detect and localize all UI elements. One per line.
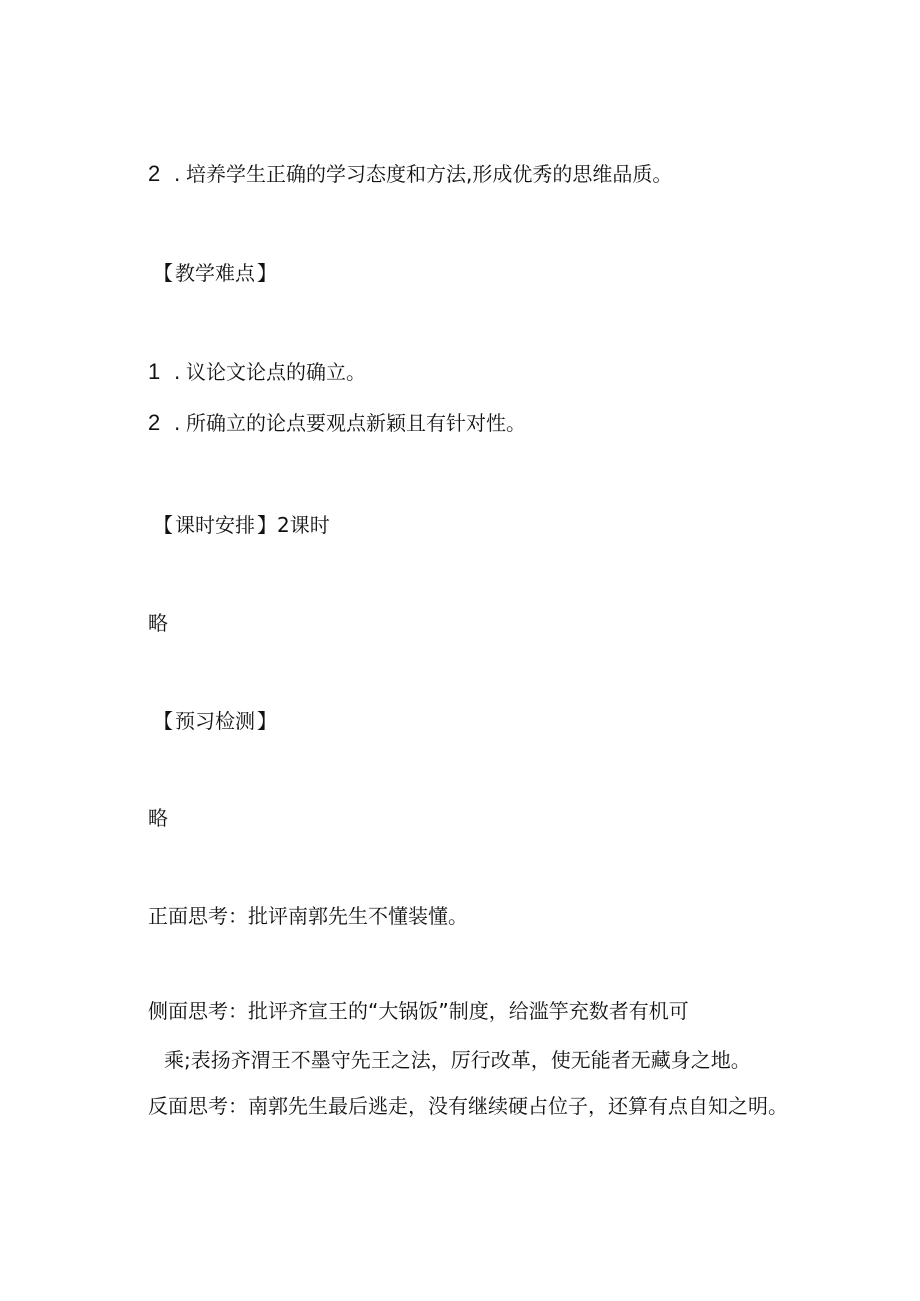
schedule-heading: [153, 511, 330, 539]
list-separator: .: [174, 360, 181, 384]
preview-heading: [153, 707, 277, 735]
list-text: 议论文论点的确立。: [186, 360, 366, 384]
difficulty-heading: [153, 259, 277, 287]
positive-thinking: 正面思考：批评南郭先生不懂装懂。: [148, 904, 468, 928]
list-text: 培养学生正确的学习态度和方法,形成优秀的思维品质。: [186, 162, 673, 186]
list-number: 1: [148, 359, 161, 384]
list-number: 2: [148, 161, 161, 186]
heading-bracket-open: 【: [153, 709, 173, 733]
heading-bracket-close: 】: [257, 261, 277, 285]
side-thinking-line-2: 乘;表扬齐渭王不墨守先王之法，厉行改革，使无能者无藏身之地。: [164, 1048, 751, 1072]
schedule-value: 2课时: [277, 513, 330, 537]
heading-bracket-close: 】: [257, 709, 277, 733]
list-number: 2: [148, 410, 161, 435]
heading-bracket-open: 【: [153, 513, 173, 537]
omitted-text-1: 略: [148, 611, 168, 635]
reverse-thinking: 反面思考：南郭先生最后逃走，没有继续硬占位子，还算有点自知之明。: [148, 1094, 788, 1118]
heading-bracket-open: 【: [153, 261, 173, 285]
list-text: 所确立的论点要观点新颖且有针对性。: [186, 411, 526, 435]
difficulty-item-1: [148, 358, 366, 386]
side-thinking-line-1: 侧面思考：批评齐宣王的“大锅饭”制度，给滥竽充数者有机可: [148, 999, 689, 1023]
goal-item-2: [148, 160, 672, 188]
list-separator: .: [174, 411, 181, 435]
difficulty-item-2: [148, 409, 526, 437]
list-separator: .: [174, 162, 181, 186]
omitted-text-2: 略: [148, 806, 168, 830]
heading-title: 课时安排: [175, 513, 255, 537]
heading-title: 预习检测: [175, 709, 255, 733]
heading-bracket-close: 】: [257, 513, 277, 537]
heading-title: 教学难点: [175, 261, 255, 285]
